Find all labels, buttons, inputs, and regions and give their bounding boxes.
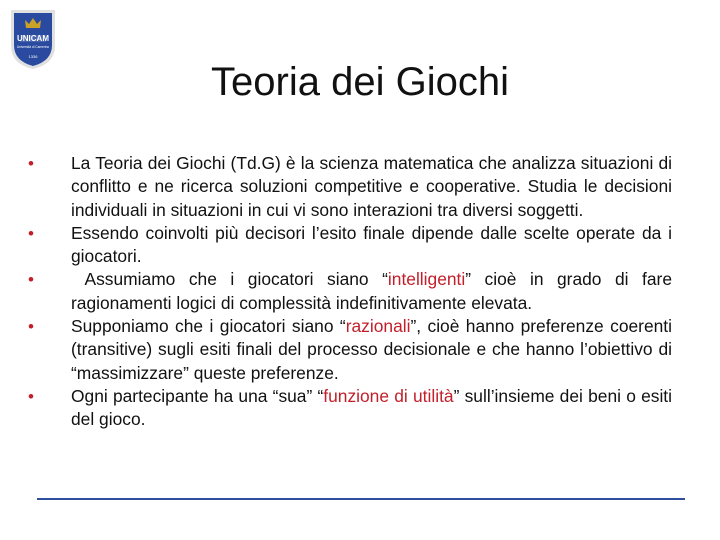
bullet-list (28, 152, 672, 432)
bullet-dot-icon: • (28, 223, 34, 243)
bullet-text-after: ” cioè in grado di fare ragionamenti logici di complessità indefinitivamente elevata. (71, 269, 672, 313)
bullet-text: Essendo coinvolti più decisori l’esito finale dipende dalle scelte operate da i giocatori. (71, 222, 672, 267)
bullet-item (28, 152, 672, 222)
bullet-text-after: ”, cioè hanno preferenze coerenti (transitive) sugli esiti finali del processo decisionale e che hanno l’obiettivo di “massimizzare” queste preferenze. (71, 316, 672, 383)
bullet-dot-icon: • (28, 154, 34, 173)
bullet-item (28, 222, 672, 269)
bullet-text-before: Supponiamo che i giocatori siano “ (71, 316, 346, 337)
bullet-text: La Teoria dei Giochi (Td.G) è la scienza matematica che analizza situazioni di conflitto e ne ricerca soluzioni competitive e cooperative. Studia le decisioni individuali in situazioni in cui vi sono interazioni tra diversi soggetti. (71, 153, 672, 220)
footer-divider (37, 498, 685, 500)
highlight-term: razionali (345, 316, 411, 337)
logo-name: UNICAM (17, 34, 49, 43)
bullet-dot-icon: • (28, 270, 34, 290)
logo-year: 1336 (28, 54, 38, 59)
highlight-term: intelligenti (387, 269, 466, 290)
logo-subtitle: Università di Camerino (16, 45, 50, 49)
bullet-text-before: Ogni partecipante ha una “sua” “ (71, 385, 324, 406)
bullet-dot-icon: • (28, 317, 34, 337)
bullet-item (28, 268, 672, 315)
bullet-item (28, 385, 672, 432)
bullet-dot-icon: • (28, 386, 34, 406)
bullet-item (28, 315, 672, 385)
highlight-term: funzione di utilità (323, 385, 454, 406)
bullet-text-before: Assumiamo che i giocatori siano “ (71, 269, 388, 290)
bullet-text-after: ” sull’insieme dei beni o esiti del gioco. (71, 385, 672, 430)
slide-title: Teoria dei Giochi (211, 60, 509, 104)
